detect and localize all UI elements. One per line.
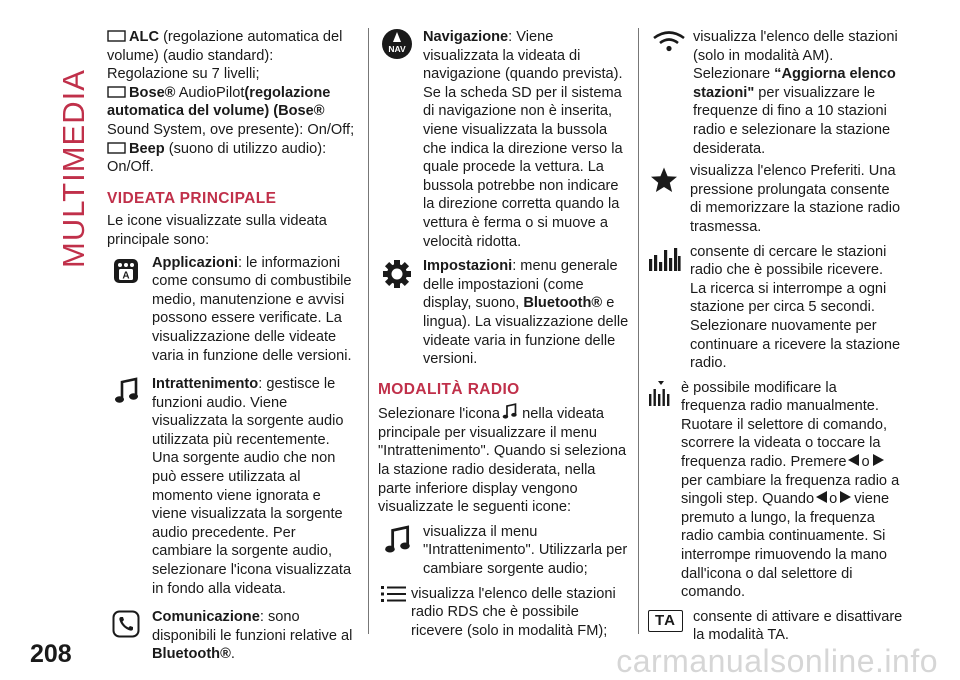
beep-text: (suono di utilizzo audio): On/Off.: [107, 140, 327, 176]
radio-intro-b: nella videata principale per visualizzare il menu "Intrattenimento". Quando si seleziona la stazione radio desiderata, nella parte inferiore display vengono visualizzate le seguenti icone:: [378, 406, 627, 516]
star-icon: [650, 166, 678, 194]
tune-or-2: o: [829, 491, 838, 508]
navigazione-text: : Viene visualizzata la videata di navigazione (quando prevista). Se la scheda SD per il sistema di navigazione non è inserita, viene visualizzata la bussola che indica la direzione verso la quale procede la vettura. La bussola potrebbe non indicare la direzione corretta quando la vettura è ferma o si muove a velocità ridotta.: [423, 29, 623, 250]
tune-text-a: è possibile modificare la frequenza radio manualmente. Ruotare il selettore di comando, scorrere la videata o toccare la frequenza radio. Premere: [681, 379, 888, 471]
beep-label: Beep: [129, 140, 165, 157]
navigazione-label: Navigazione: [423, 29, 509, 45]
arrow-left-icon: [816, 491, 827, 503]
alc-text: (regolazione automatica del volume) (audio standard): Regolazione su 7 livelli;: [107, 29, 343, 83]
impostazioni-bold: Bluetooth®: [523, 295, 603, 312]
tune-text-b: per cambiare la frequenza radio a singoli step. Quando: [681, 472, 900, 508]
impostazioni-text-2: e lingua). La visualizzazione delle videate varia in funzione delle versioni.: [423, 295, 629, 368]
bose-label: Bose®: [129, 84, 176, 101]
comunicazione-item: [107, 608, 357, 664]
svg-text:A: A: [122, 270, 130, 282]
section-title: MULTIMEDIA: [56, 69, 91, 268]
column-2: [378, 28, 630, 640]
list-icon: [381, 585, 407, 603]
rds-list-text: visualizza l'elenco delle stazioni radio RDS che è possibile ricevere (solo in modalità FM);: [411, 585, 616, 639]
heading-videata-principale: VIDEATA PRINCIPALE: [107, 189, 277, 207]
arrow-left-icon: [848, 454, 859, 466]
tune-icon: [649, 381, 673, 407]
intro-text: Le icone visualizzate sulla videata principale sono:: [107, 213, 327, 248]
signal-icon: [651, 30, 687, 52]
applicazioni-text: : le informazioni come consumo di combustibile medio, manutenzione e avvisi possono essere verificate. La visualizzazione delle videate varia in funzione delle versioni.: [152, 254, 352, 364]
ta-text: consente di attivare e disattivare la modalità TA.: [693, 608, 903, 644]
bose-item: [107, 84, 357, 140]
music-menu-item: [378, 523, 630, 579]
tune-item: [648, 379, 903, 602]
comunicazione-label: Comunicazione: [152, 609, 260, 626]
navigation-icon: [381, 28, 413, 60]
music-icon: [384, 525, 412, 555]
column-1: [107, 28, 357, 664]
alc-item: [107, 28, 357, 84]
checkbox-icon: [107, 86, 126, 98]
tune-text-c: viene premuto a lungo, la frequenza radio cambia continuamente. Si interrompe rimuovendo la mano dall'icona o dal selettore di comando.: [681, 491, 890, 601]
bose-mid: AudioPilot: [175, 84, 245, 101]
ta-item: [648, 608, 903, 645]
heading-modalita-radio: MODALITÀ RADIO: [378, 380, 520, 398]
scan-icon: [649, 246, 681, 272]
am-list-item: [648, 28, 903, 158]
arrow-right-icon: [873, 454, 884, 466]
navigazione-item: [378, 28, 630, 251]
favorites-text: visualizza l'elenco Preferiti. Una pressione prolungata consente di memorizzare la stazione radio trasmessa.: [690, 163, 901, 235]
checkbox-icon: [107, 30, 126, 42]
am-bold: “Aggiorna elenco stazioni": [693, 66, 896, 101]
music-icon: [114, 377, 140, 405]
phone-icon: [112, 610, 140, 638]
page-number: 208: [30, 640, 72, 668]
arrow-right-icon: [840, 491, 851, 503]
comunicazione-text: : sono disponibili le funzioni relative al: [152, 609, 353, 644]
bose-bold: (regolazione automatica del volume) (Bose®: [107, 84, 331, 120]
intrattenimento-item: [107, 375, 357, 598]
ta-icon: TA: [648, 610, 683, 632]
column-3: [648, 28, 903, 645]
am-text-a: visualizza l'elenco delle stazioni (solo in modalità AM). Selezionare: [693, 29, 898, 83]
gear-icon: [382, 259, 412, 289]
applicazioni-item: [107, 254, 357, 366]
alc-label: ALC: [129, 29, 159, 45]
music-menu-text: visualizza il menu "Intrattenimento". Utilizzarla per cambiare sorgente audio;: [423, 523, 628, 578]
comunicazione-bold: Bluetooth®: [152, 646, 231, 663]
checkbox-icon: [107, 142, 126, 154]
music-icon: [502, 403, 518, 420]
tune-or-1: o: [861, 454, 870, 471]
column-divider: [638, 28, 639, 634]
impostazioni-label: Impostazioni: [423, 258, 513, 275]
watermark: carmanualsonline.info: [616, 643, 938, 679]
svg-text:NAV: NAV: [388, 44, 406, 54]
column-divider: [368, 28, 369, 634]
applicazioni-label: Applicazioni: [152, 254, 238, 271]
scan-item: [648, 243, 903, 373]
intrattenimento-label: Intrattenimento: [152, 376, 259, 393]
applications-icon: [113, 258, 139, 284]
comunicazione-end: .: [230, 646, 235, 663]
impostazioni-item: [378, 257, 630, 369]
am-text-b: per visualizzare le frequenze di fino a 10 stazioni radio e selezionare la stazione desiderata.: [693, 84, 891, 157]
favorites-item: [648, 162, 903, 236]
beep-item: [107, 140, 357, 177]
impostazioni-text: : menu generale delle impostazioni (come display, suono,: [423, 258, 618, 312]
bose-text: Sound System, ove presente): On/Off;: [107, 121, 355, 138]
rds-list-item: [378, 585, 630, 641]
intrattenimento-text: : gestisce le funzioni audio. Viene visualizzata la sorgente audio utilizzata più recentemente. Una sorgente audio che non può essere utilizzata al momento viene ignorata e viene visualizzata la sorgente audio precedente. Per cambiare la sorgente audio, selezionare l'icona visualizzata in fondo alla videata.: [152, 376, 352, 597]
radio-intro: [378, 403, 630, 517]
radio-intro-a: Selezionare l'icona: [378, 406, 501, 423]
scan-text: consente di cercare le stazioni radio che è possibile ricevere. La ricerca si interrompe a ogni stazione per circa 5 secondi. Selezionare nuovamente per continuare a ricevere la stazione radio.: [690, 243, 901, 372]
